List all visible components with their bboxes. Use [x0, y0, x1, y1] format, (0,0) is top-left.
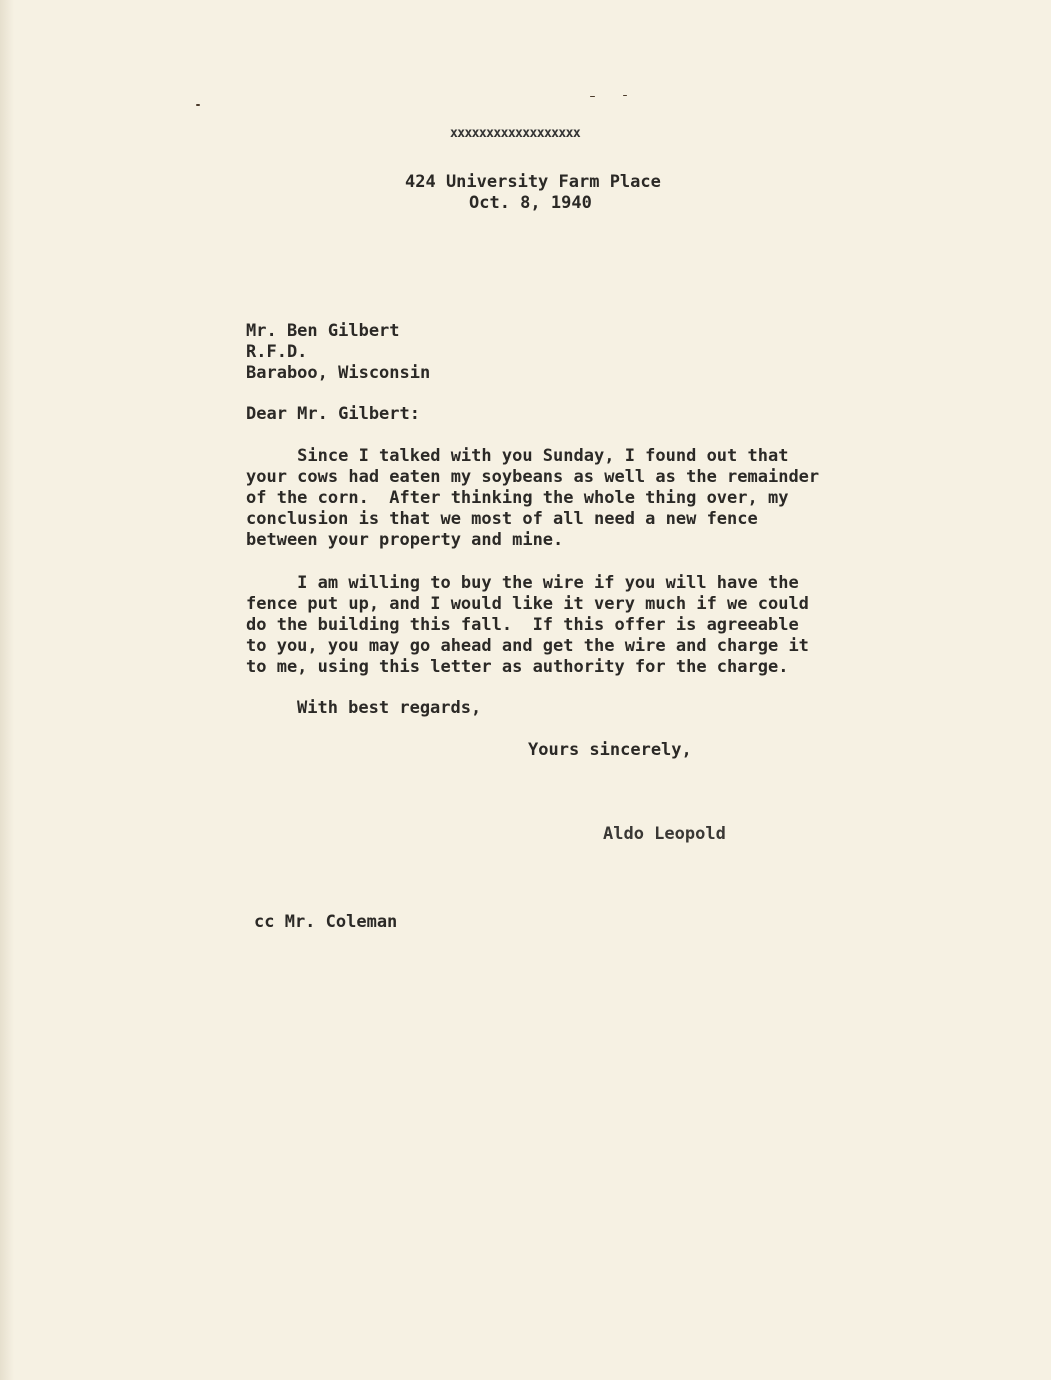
paragraph-2-line: to you, you may go ahead and get the wire and charge it [246, 636, 809, 656]
recipient-city: Baraboo, Wisconsin [246, 363, 431, 383]
recipient-name: Mr. Ben Gilbert [246, 321, 400, 341]
closing: Yours sincerely, [528, 740, 692, 760]
salutation: Dear Mr. Gilbert: [246, 404, 420, 424]
closing-regards: With best regards, [297, 698, 482, 718]
paper-edge-shadow [0, 0, 14, 1380]
letter-date: Oct. 8, 1940 [469, 193, 592, 213]
header-strikeout-mark: xxxxxxxxxxxxxxxxxx [450, 126, 581, 141]
paragraph-2-line: to me, using this letter as authority for the charge. [246, 657, 789, 677]
paragraph-1-line: Since I talked with you Sunday, I found out that [246, 446, 789, 466]
paragraph-1-line: conclusion is that we most of all need a new fence [246, 509, 758, 529]
carbon-copy-note: cc Mr. Coleman [254, 912, 398, 932]
paragraph-1-line: your cows had eaten my soybeans as well as the remainder [246, 467, 820, 487]
paper-speck [590, 96, 595, 97]
paper-speck [623, 95, 627, 96]
paragraph-2-line: fence put up, and I would like it very much if we could [246, 594, 809, 614]
recipient-route: R.F.D. [246, 342, 308, 362]
paragraph-1-line: between your property and mine. [246, 530, 564, 550]
paragraph-1-line: of the corn. After thinking the whole thing over, my [246, 488, 789, 508]
paragraph-2-line: do the building this fall. If this offer is agreeable [246, 615, 799, 635]
signature-typed-name: Aldo Leopold [603, 824, 726, 844]
paragraph-2-line: I am willing to buy the wire if you will have the [246, 573, 799, 593]
sender-address: 424 University Farm Place [405, 172, 661, 192]
paper-speck [196, 104, 200, 106]
